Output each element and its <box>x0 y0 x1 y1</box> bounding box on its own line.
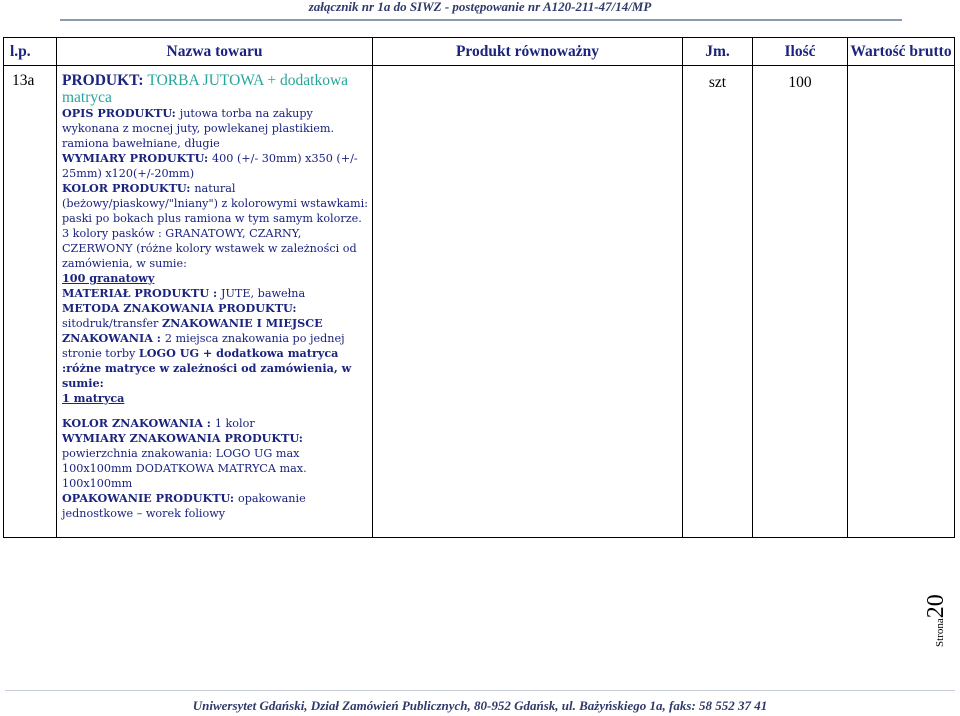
header-equivalent: Produkt równoważny <box>373 38 683 66</box>
header-lp: l.p. <box>4 38 57 66</box>
table-header-row <box>4 38 955 66</box>
document-reference: załącznik nr 1a do SIWZ - postępowanie nr A120-211-47/14/MP <box>308 0 652 14</box>
page-number <box>923 551 960 647</box>
wymiary-label: WYMIARY PRODUKTU: <box>62 151 213 165</box>
items-table <box>3 37 955 538</box>
header-value: Wartość brutto <box>848 38 955 66</box>
opakowanie-label: OPAKOWANIE PRODUKTU: <box>62 491 238 505</box>
footer-divider <box>5 690 955 691</box>
opis-value: jutowa torba na zakupy wykonana z mocnej juty, powlekanej plastikiem. ramiona bawełniane, długie <box>62 107 335 150</box>
spacer <box>62 406 368 416</box>
header-qty: Ilość <box>753 38 848 66</box>
qty-cell: 100 <box>753 66 848 538</box>
kolor-label: KOLOR PRODUKTU: <box>62 181 195 195</box>
product-title <box>62 72 368 106</box>
wymiary-znakowania-value: powierzchnia znakowania: LOGO UG max 100x100mm DODATKOWA MATRYCA max. 100x100mm <box>62 447 307 490</box>
product-name: TORBA JUTOWA + dodatkowa matryca <box>62 72 349 106</box>
row-lp: 13a <box>4 66 57 538</box>
material-value: JUTE, bawełna <box>221 287 306 300</box>
equivalent-cell <box>373 66 683 538</box>
wymiary-value: 400 (+/- 30mm) x350 (+/- 25mm) x120(+/-20mm) <box>62 152 358 180</box>
product-description <box>57 66 373 538</box>
header-unit: Jm. <box>683 38 753 66</box>
wymiary-znakowania-label: WYMIARY ZNAKOWANIA PRODUKTU: <box>62 431 303 445</box>
footer-address: Uniwersytet Gdański, Dział Zamówień Publicznych, 80-952 Gdańsk, ul. Bażyńskiego 1a, faks: 58 552 37 41 <box>192 698 768 713</box>
logo-note: LOGO UG + dodatkowa matryca :różne matryce w zależności od zamówienia, w sumie: <box>62 346 352 390</box>
header-divider <box>60 19 902 21</box>
value-cell <box>848 66 955 538</box>
unit-cell: szt <box>683 66 753 538</box>
matryca-quantity: 1 matryca <box>62 391 125 405</box>
znakowanie-miejsce-label: ZNAKOWANIE I MIEJSCE ZNAKOWANIA : <box>62 316 323 345</box>
header-name: Nazwa towaru <box>57 38 373 66</box>
material-label: MATERIAŁ PRODUKTU : <box>62 286 221 300</box>
kolor-value: natural (beżowy/piaskowy/"lniany") z kolorowymi wstawkami: paski po bokach plus ramiona w tym samym kolorze. 3 kolory pasków : GRANATOWY, CZARNY, CZERWONY (różne kolory wstawek w zależności od zamówienia, w sumie: <box>62 182 369 270</box>
kolor-znakowania-label: KOLOR ZNAKOWANIA : <box>62 416 215 430</box>
table-row <box>4 66 955 538</box>
znakowanie-miejsce-value: 2 miejsca znakowania po jednej stronie torby <box>62 332 345 360</box>
opakowanie-value: opakowanie jednostkowe – worek foliowy <box>62 492 306 520</box>
metoda-label: METODA ZNAKOWANIA PRODUKTU: <box>62 301 297 315</box>
page-label-number: 20 <box>923 594 949 619</box>
opis-label: OPIS PRODUKTU: <box>62 106 180 120</box>
page-label-word: Strona <box>934 618 946 647</box>
metoda-value: sitodruk/transfer <box>62 317 162 330</box>
product-label: PRODUKT: <box>62 72 148 89</box>
granatowy-quantity: 100 granatowy <box>62 271 155 285</box>
kolor-znakowania-value: 1 kolor <box>214 417 255 430</box>
